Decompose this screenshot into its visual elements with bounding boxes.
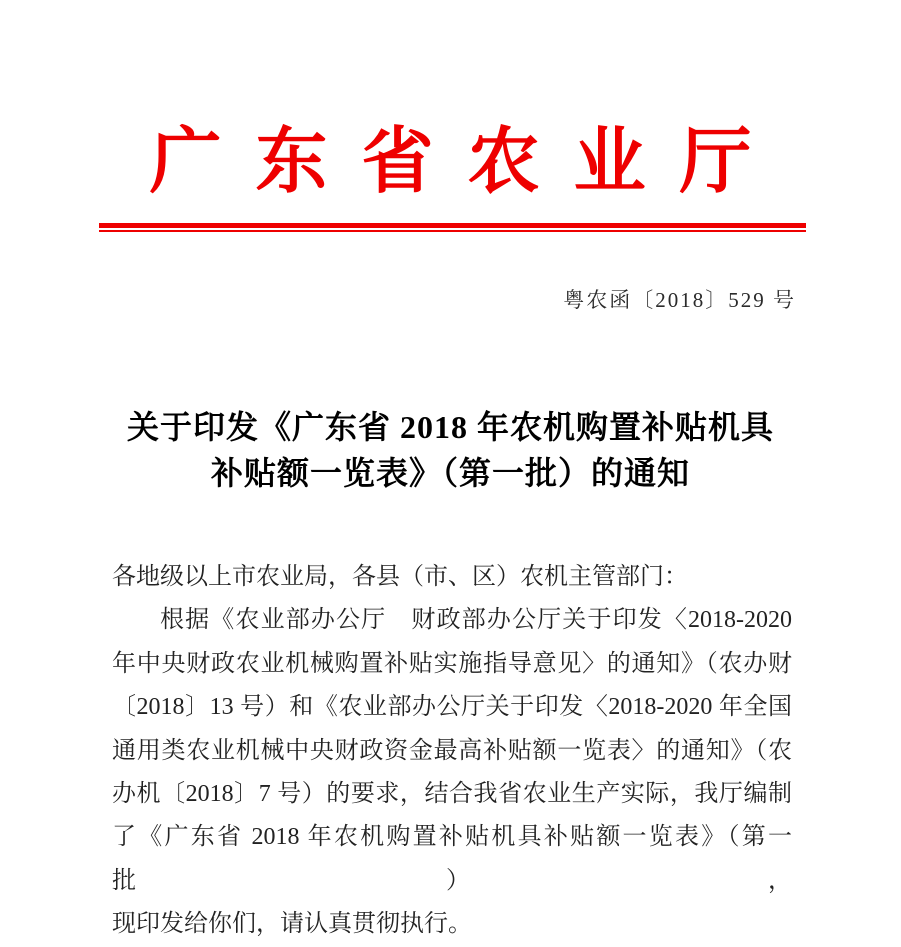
notice-title <box>0 404 901 496</box>
agency-letterhead-title: 广东省农业厅 <box>149 122 786 202</box>
notice-title-line2: 补贴额一览表》（第一批）的通知 <box>210 455 690 491</box>
body-line: 办机〔2018〕7 号）的要求，结合我省农业生产实际，我厅编制 <box>112 781 792 808</box>
body-line: 现印发给你们，请认真贯彻执行。 <box>112 911 472 938</box>
body-line: 年中央财政农业机械购置补贴实施指导意见〉的通知》（农办财 <box>112 650 792 677</box>
body-line: 通用类农业机械中央财政资金最高补贴额一览表〉的通知》（农 <box>112 737 792 764</box>
red-double-rule <box>99 223 806 232</box>
notice-body <box>112 556 792 947</box>
body-line: 了《广东省 2018 年农机购置补贴机具补贴额一览表》（第一批）， <box>112 824 792 894</box>
document-reference-number: 粤农函〔2018〕529 号 <box>563 288 796 312</box>
body-line: 〔2018〕13 号）和《农业部办公厅关于印发〈2018-2020 年全国 <box>112 694 792 721</box>
notice-title-line1: 关于印发《广东省 2018 年农机购置补贴机具 <box>126 409 774 445</box>
body-line: 根据《农业部办公厅 财政部办公厅关于印发〈2018-2020 <box>160 607 792 634</box>
salutation-line: 各地级以上市农业局，各县（市、区）农机主管部门： <box>112 564 688 590</box>
